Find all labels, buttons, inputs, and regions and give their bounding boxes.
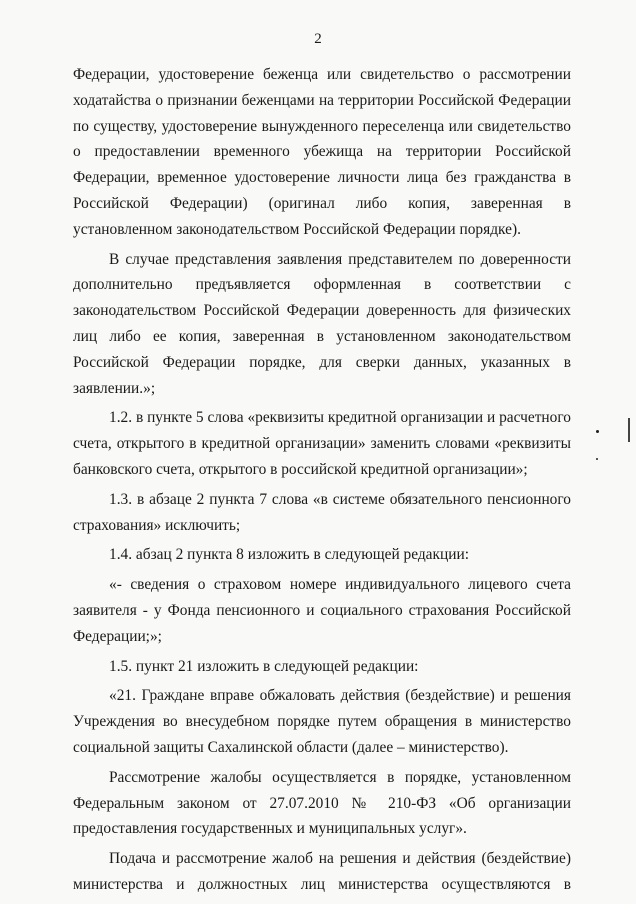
paragraph-5: 1.4. абзац 2 пункта 8 изложить в следующей редакции: [109,546,469,564]
paragraph-1: Федерации, удостоверение беженца или свидетельство о рассмотрении ходатайства о признании беженцами на территории Российской Федерации по существу, удостоверение вынужденного переселенца или свидетельство о предоставлении временного убежища на территории Российской Федерации, временное удостоверение личности лица без гражданства в Российской Федерации) (оригинал либо копия, заверенная в установленном законодательством Российской Федерации порядке). [73,66,571,238]
document-body [73,62,571,898]
paragraph-4: 1.3. в абзаце 2 пункта 7 слова «в системе обязательного пенсионного страхования» исключить; [73,490,571,534]
paragraph-3: 1.2. в пункте 5 слова «реквизиты кредитной организации и расчетного счета, открытого в кредитной организации» заменить словами «реквизиты банковского счета, открытого в российской кредитной организации»; [73,409,571,478]
paragraph-10: Подача и рассмотрение жалоб на решения и действия (бездействие) министерства и должностных лиц министерства осуществляются в [73,850,571,893]
scan-speck [596,430,599,433]
paragraph-6: «- сведения о страховом номере индивидуального лицевого счета заявителя - у Фонда пенсионного и социального страхования Российской Федерации;»; [73,576,571,645]
page-number: 2 [314,31,322,47]
paragraph-9: Рассмотрение жалобы осуществляется в порядке, установленном Федеральным законом от 27.07.2010 № 210-ФЗ «Об организации предоставления государственных и муниципальных услуг». [73,768,571,838]
paragraph-2: В случае представления заявления представителем по доверенности дополнительно предъявляется оформленная в соответствии с законодательством Российской Федерации доверенность для физических лиц либо ее копия, заверенная в установленном законодательством Российской Федерации порядке, для сверки данных, указанных в заявлении.»; [73,250,571,397]
paragraph-7: 1.5. пункт 21 изложить в следующей редакции: [109,657,419,675]
scan-speck [596,458,598,460]
paragraph-8: «21. Граждане вправе обжаловать действия (бездействие) и решения Учреждения во внесудебном порядке путем обращения в министерство социальной защиты Сахалинской области (далее – министерство). [73,687,571,756]
scan-edge-mark [628,418,630,442]
